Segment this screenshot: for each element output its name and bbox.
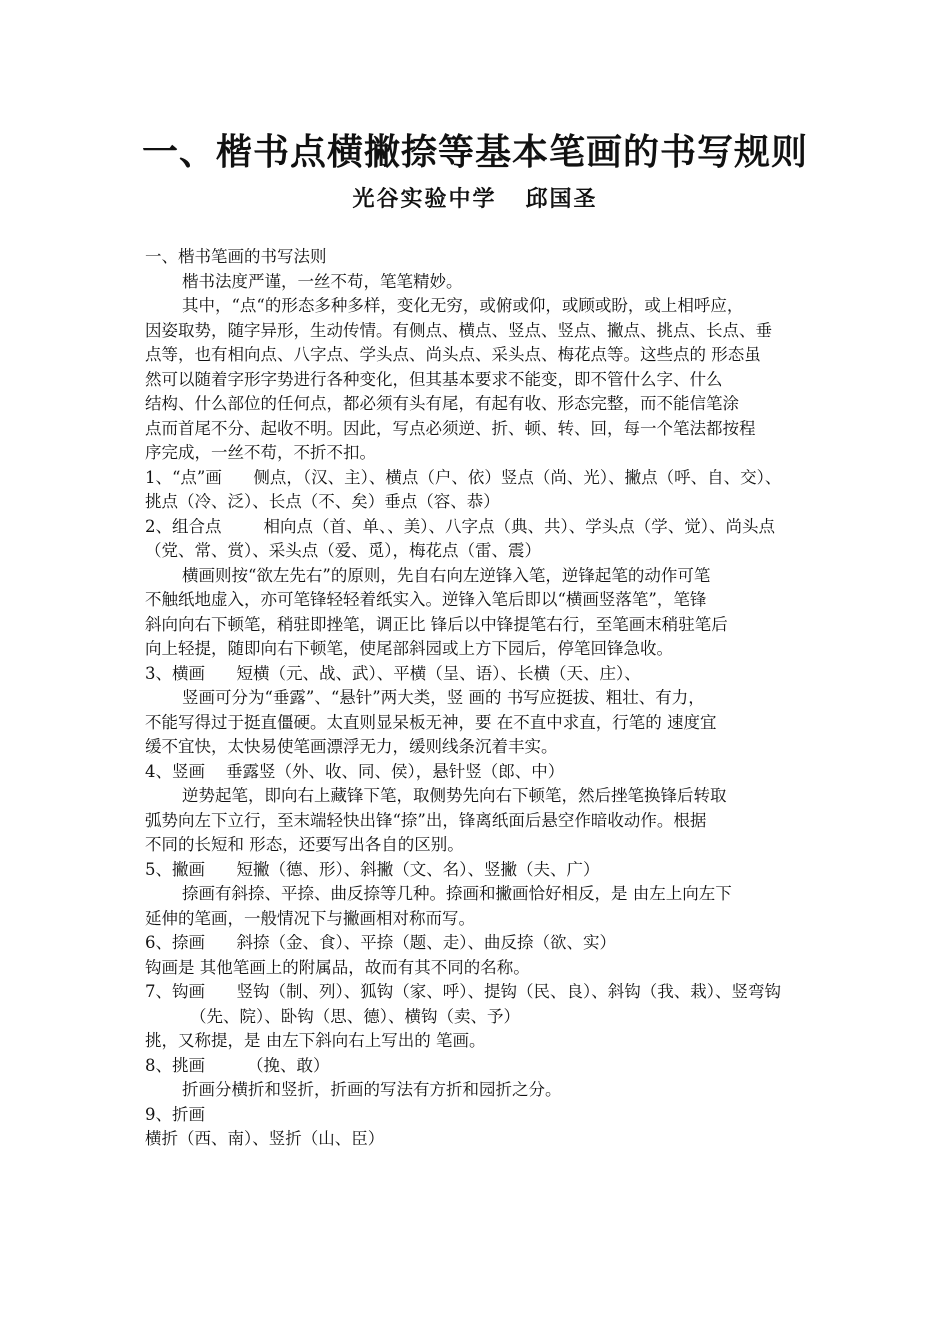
list-item-continuation: 挑点（冷、泛）、长点（不、矣）垂点（容、恭） <box>145 492 500 511</box>
document-body <box>145 245 810 1152</box>
paragraph-line: 点等，也有相向点、八字点、学头点、尚头点、采头点、梅花点等。这些点的 形态虽 <box>145 345 761 364</box>
paragraph-line: 钩画是 其他笔画上的附属品，故而有其不同的名称。 <box>145 957 530 977</box>
list-item-horizontal-stroke: 3、横画 短横（元、战、武）、平横（呈、语）、长横（天、庄）、 <box>145 663 641 683</box>
paragraph-line: 延伸的笔画，一般情况下与撇画相对称而写。 <box>145 908 475 928</box>
list-item-left-falling-stroke: 5、撇画 短撇（德、形）、斜撇（文、名）、竖撇（夫、广） <box>145 859 600 879</box>
paragraph-line: 缓不宜快，太快易使笔画漂浮无力，缓则线条沉着丰实。 <box>145 737 558 756</box>
paragraph-line: 不触纸地虚入，亦可笔锋轻轻着纸实入。逆锋入笔后即以“横画竖落笔”，笔锋 <box>145 590 707 609</box>
paragraph-line: 因姿取势，随字异形，生动传情。有侧点、横点、竖点、竖点、撇点、挑点、长点、垂 <box>145 320 772 340</box>
list-item-right-falling-stroke: 6、捺画 斜捺（金、食）、平捺（题、走）、曲反捺（欲、实） <box>145 933 616 952</box>
paragraph-line: 其中，“点“的形态多种多样，变化无穷，或俯或仰，或顾或盼，或上相呼应， <box>182 296 744 315</box>
paragraph-line: 折画分横折和竖折，折画的写法有方折和园折之分。 <box>182 1080 562 1099</box>
paragraph-line: 横折（西、南）、竖折（山、臣） <box>145 1129 385 1148</box>
paragraph-line: 不能写得过于挺直僵硬。太直则显呆板无神，要 在不直中求直，行笔的 速度宜 <box>145 712 717 732</box>
paragraph-line: 横画则按“欲左先右”的原则，先自右向左逆锋入笔，逆锋起笔的动作可笔 <box>182 565 711 585</box>
paragraph-line: 楷书法度严谨，一丝不苟，笔笔精妙。 <box>182 271 463 291</box>
paragraph-line: 弧势向左下立行，至末端轻快出锋“捺”出，锋离纸面后悬空作暗收动作。根据 <box>145 810 707 830</box>
paragraph-line: 点而首尾不分、起收不明。因此，写点必须逆、折、顿、转、回，每一个笔法都按程 <box>145 418 756 438</box>
paragraph-line: 不同的长短和 形态，还要写出各自的区别。 <box>145 835 464 854</box>
document-subtitle: 光谷实验中学 邱国圣 <box>352 187 598 212</box>
list-item-rising-stroke: 8、挑画 （挽、敢） <box>145 1055 330 1075</box>
paragraph-line: 然可以随着字形字势进行各种变化，但其基本要求不能变，即不管什么字、什么 <box>145 369 723 389</box>
paragraph-line: 逆势起笔，即向右上藏锋下笔，取侧势先向右下顿笔，然后挫笔换锋后转取 <box>182 786 727 805</box>
paragraph-line: 向上轻提，随即向右下顿笔，使尾部斜园或上方下园后，停笔回锋急收。 <box>145 639 673 658</box>
document-title: 一、楷书点横撇捺等基本笔画的书写规则 <box>141 132 808 173</box>
list-item-continuation: （先、院）、卧钩（思、德）、横钩（卖、予） <box>190 1006 520 1026</box>
list-item-continuation: （党、常、赏）、采头点（爱、觅），梅花点（雷、震） <box>145 541 541 560</box>
paragraph-line: 序完成，一丝不苟，不折不扣。 <box>145 443 376 462</box>
list-item-hook-stroke: 7、钩画 竖钩（制、列）、狐钩（家、呼）、提钩（民、良）、斜钩（我、栽）、竖弯钩 <box>145 982 781 1001</box>
section-heading: 一、楷书笔画的书写法则 <box>145 247 327 266</box>
paragraph-line: 挑，又称提，是 由左下斜向右上写出的 笔画。 <box>145 1031 486 1050</box>
paragraph-line: 捺画有斜捺、平捺、曲反捺等几种。捺画和撇画恰好相反，是 由左上向左下 <box>182 884 732 903</box>
list-item-combined-dots: 2、组合点 相向点（首、单、、美）、八字点（典、共）、学头点（学、觉）、尚头点 <box>145 516 775 536</box>
paragraph-line: 结构、什么部位的任何点，都必须有头有尾，有起有收、形态完整，而不能信笔涂 <box>145 394 739 413</box>
list-item-vertical-stroke: 4、竖画 垂露竖（外、收、同、侯），悬针竖（郎、中） <box>145 761 565 781</box>
list-item-dot-stroke: 1、“点”画 侧点，（汉、主）、横点（户、依）竖点（尚、光）、撇点（呼、自、交）、 <box>145 467 782 487</box>
list-item-turning-stroke: 9、折画 <box>145 1104 205 1124</box>
paragraph-line: 斜向向右下顿笔，稍驻即挫笔，调正比 锋后以中锋提笔右行，至笔画末稍驻笔后 <box>145 614 728 634</box>
paragraph-line: 竖画可分为“垂露”、“悬针”两大类，竖 画的 书写应挺拔、粗壮、有力， <box>182 688 705 707</box>
